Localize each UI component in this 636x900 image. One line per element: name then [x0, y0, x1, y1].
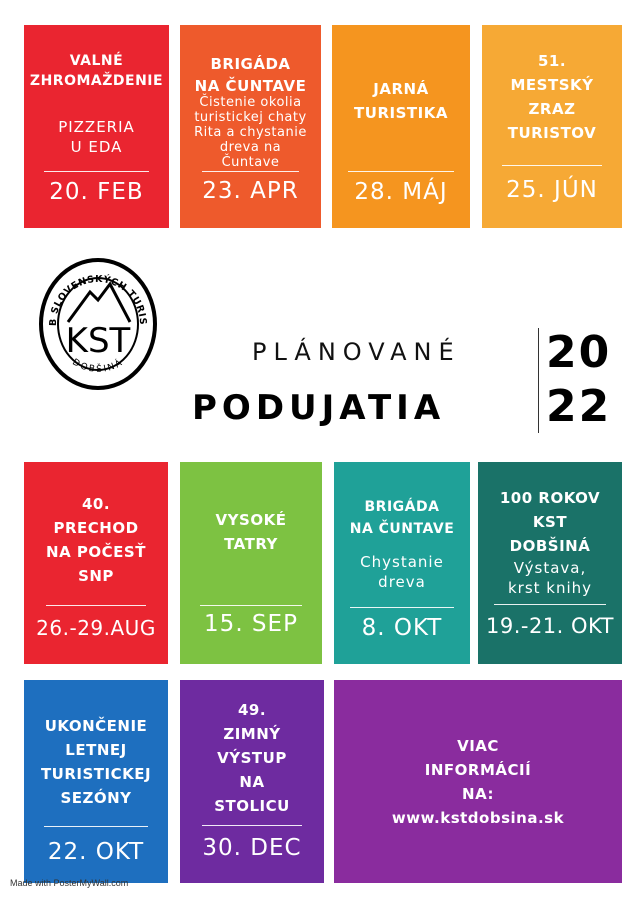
logo-monogram: KST — [65, 321, 131, 361]
event-card-7 — [334, 462, 470, 664]
year-top: 20 — [546, 327, 612, 378]
divider — [202, 825, 302, 826]
kst-logo — [38, 256, 158, 392]
event-title: UKONČENIE LETNEJ TURISTICKEJ SEZÓNY — [40, 717, 152, 807]
divider — [350, 607, 454, 608]
event-card-10 — [180, 680, 324, 883]
event-date: 26.-29.AUG — [36, 616, 156, 640]
event-title: 100 ROKOV KST DOBŠINÁ — [499, 489, 601, 555]
event-title: JARNÁ TURISTIKA — [354, 80, 448, 122]
event-title: VALNÉ ZHROMAŽDENIE — [29, 53, 164, 89]
divider — [494, 604, 606, 605]
event-date: 25. JÚN — [506, 177, 598, 203]
event-card-4 — [482, 25, 622, 228]
event-title: 40. PRECHOD NA POČESŤ SNP — [46, 495, 146, 585]
event-date: 23. APR — [202, 178, 299, 204]
divider — [44, 171, 149, 172]
info-text: VIAC INFORMÁCIÍ NA: www.kstdobsina.sk — [334, 734, 622, 830]
website-link[interactable]: www.kstdobsina.sk — [391, 809, 565, 827]
heading-planned: PLÁNOVANÉ — [252, 338, 461, 366]
logo-bottom-text: DOBŠINÁ — [70, 357, 126, 375]
logo-ring-text: B SLOVENSKÝCH TURIS — [47, 273, 149, 327]
event-date: 30. DEC — [202, 835, 302, 861]
event-card-8 — [478, 462, 622, 664]
info-card — [334, 680, 622, 883]
divider — [46, 605, 146, 606]
svg-text:KLUB SLOVENSKÝCH TURISTOV — [38, 256, 148, 326]
event-card-6 — [180, 462, 322, 664]
divider — [200, 605, 302, 606]
event-date: 19.-21. OKT — [485, 614, 615, 638]
event-title: BRIGÁDA NA ČUNTAVE — [194, 55, 307, 95]
event-card-5 — [24, 462, 168, 664]
divider — [502, 165, 602, 166]
event-card-1 — [24, 25, 169, 228]
event-card-9 — [24, 680, 168, 883]
event-title: BRIGÁDA NA ČUNTAVE — [349, 499, 455, 537]
heading-divider — [538, 328, 539, 433]
event-description: Chystanie dreva — [360, 553, 444, 591]
event-title: 49. ZIMNÝ VÝSTUP NA STOLICU — [214, 701, 290, 815]
year-bottom: 22 — [546, 381, 612, 432]
event-card-3 — [332, 25, 470, 228]
footer-credit: Made with PosterMyWall.com — [10, 878, 129, 888]
event-date: 20. FEB — [49, 179, 144, 205]
event-date: 28. MÁJ — [354, 179, 448, 205]
event-description: Výstava, krst knihy — [507, 559, 593, 597]
divider — [44, 826, 148, 827]
event-date: 22. OKT — [47, 839, 145, 865]
event-description: Čistenie okolia turistickej chaty Rita a chystanie dreva na Čuntave — [194, 95, 307, 170]
heading-events: PODUJATIA — [192, 388, 446, 428]
divider — [202, 171, 299, 172]
divider — [348, 171, 454, 172]
event-date: 8. OKT — [361, 615, 443, 641]
event-date: 15. SEP — [204, 611, 298, 637]
event-card-2 — [180, 25, 321, 228]
event-location: PIZZERIA U EDA — [58, 118, 135, 156]
event-title: 51. MESTSKÝ ZRAZ TURISTOV — [507, 52, 597, 142]
event-title: VYSOKÉ TATRY — [215, 511, 287, 553]
